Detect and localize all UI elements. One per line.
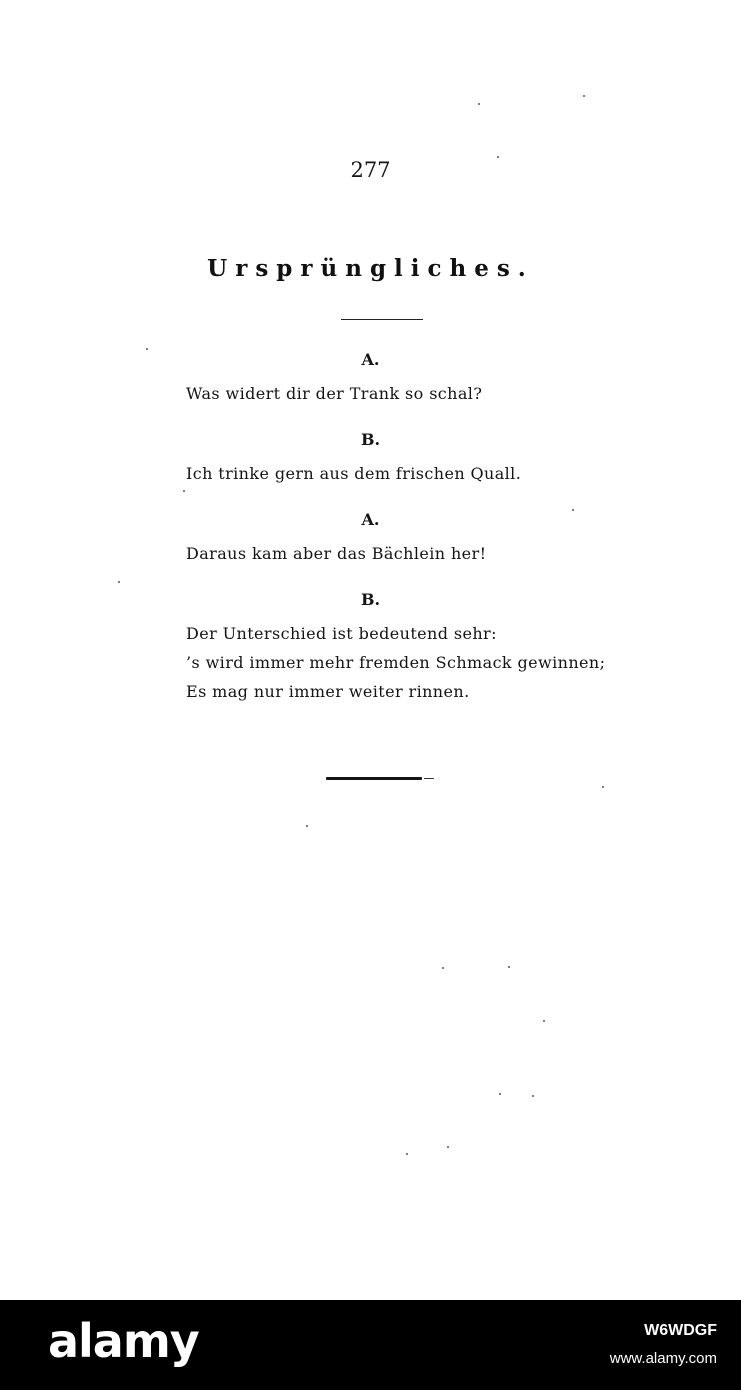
scan-speck: [306, 825, 308, 827]
watermark-logo: alamy: [48, 1314, 199, 1368]
scan-speck: [118, 581, 120, 583]
verse-line: Was widert dir der Trank so schal?: [186, 384, 483, 403]
scan-speck: [583, 95, 585, 97]
speaker-label: A.: [361, 350, 380, 369]
page-number: 277: [350, 158, 391, 182]
watermark-footer: [0, 1300, 741, 1390]
speaker-label: A.: [361, 510, 380, 529]
speaker-label: B.: [360, 430, 381, 449]
title-rule: [341, 319, 423, 320]
verse-line: Es mag nur immer weiter rinnen.: [186, 682, 470, 701]
speaker-label: B.: [360, 590, 381, 609]
scan-speck: [572, 509, 574, 511]
scan-speck: [442, 967, 444, 969]
scan-speck: [499, 1093, 501, 1095]
scan-speck: [478, 103, 480, 105]
poem-title: Ursprüngliches.: [207, 255, 534, 282]
scan-speck: [508, 966, 510, 968]
watermark-url: www.alamy.com: [609, 1350, 717, 1367]
scan-speck: [543, 1020, 545, 1022]
end-rule: [326, 777, 434, 780]
verse-line: Daraus kam aber das Bächlein her!: [186, 544, 487, 563]
verse-line: Ich trinke gern aus dem frischen Quall.: [186, 464, 522, 483]
end-rule-thick: [326, 777, 422, 780]
scan-speck: [532, 1095, 534, 1097]
scan-speck: [146, 348, 148, 350]
scan-speck: [406, 1153, 408, 1155]
scan-speck: [447, 1146, 449, 1148]
verse-line: ’s wird immer mehr fremden Schmack gewinnen;: [186, 653, 606, 672]
scan-speck: [602, 786, 604, 788]
verse-line: Der Unterschied ist bedeutend sehr:: [186, 624, 497, 643]
scan-speck: [183, 490, 185, 492]
scan-speck: [497, 156, 499, 158]
end-rule-thin: [424, 778, 434, 779]
watermark-image-id: W6WDGF: [644, 1322, 717, 1339]
